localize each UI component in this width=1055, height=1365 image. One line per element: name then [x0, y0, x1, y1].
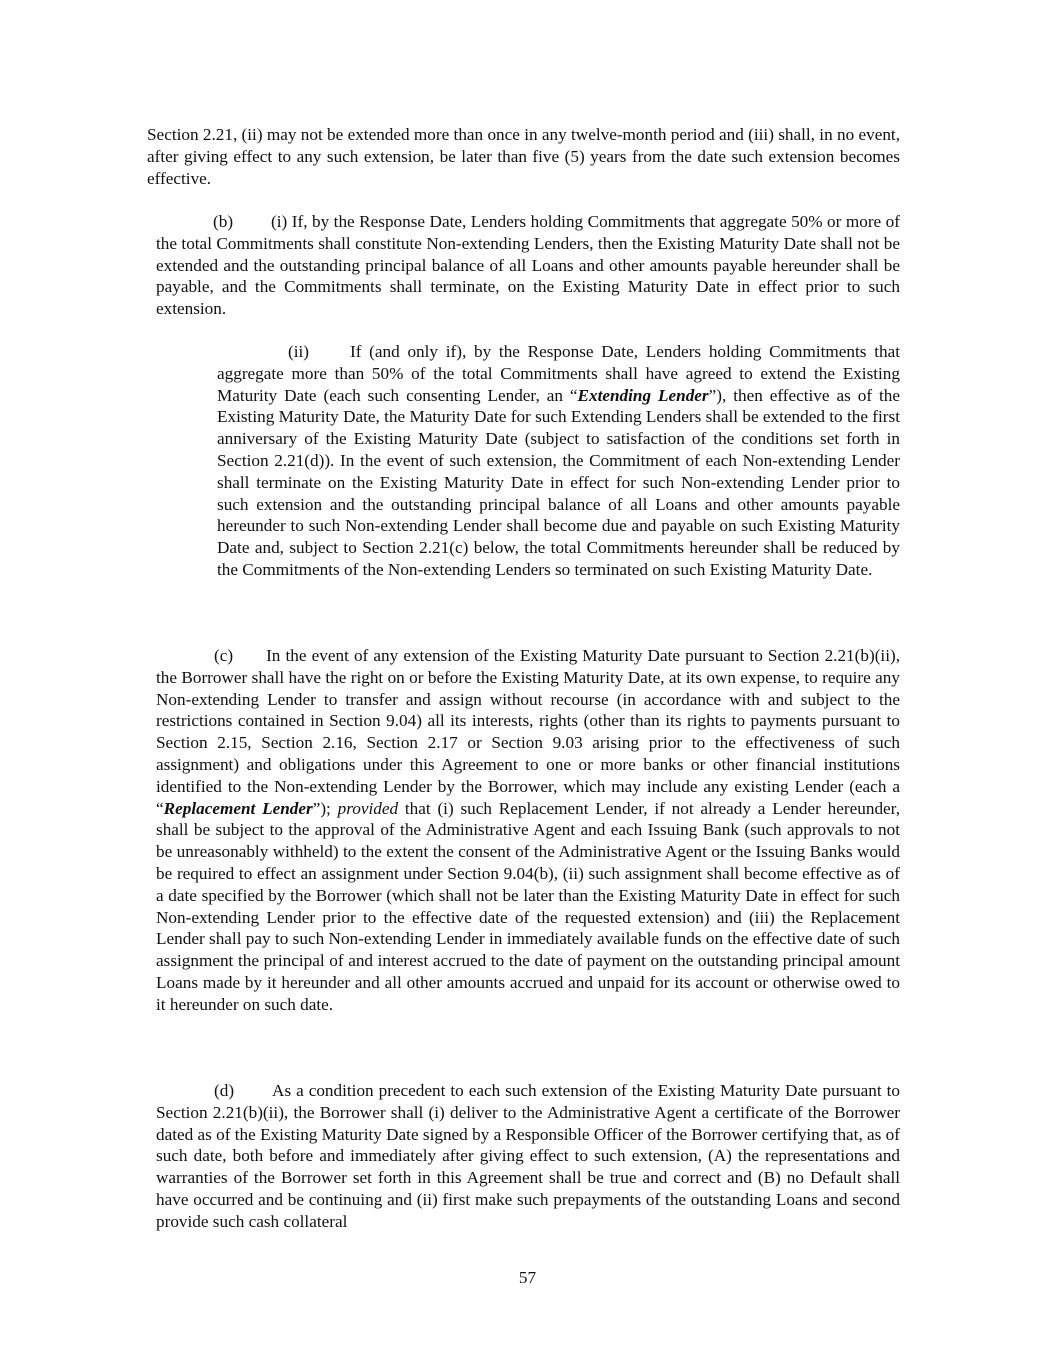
- section-d-text: As a condition precedent to each such extension of the Existing Maturity Date pursuant to Section 2.21(b)(ii), the Borrower shall (i) deliver to the Administrative Agent a certificate of the Borrower dated as of the Existing Maturity Date signed by a Responsible Officer of the Borrower certifying that, as of such date, both before and immediately after giving effect to such extension, (A) the representations and warranties of the Borrower set forth in this Agreement shall be true and correct and (B) no Default shall have occurred and be continuing and (ii) first make such prepayments of the outstanding Loans and second provide such cash collateral: [156, 1081, 900, 1231]
- section-b-ii-label: (ii): [288, 342, 309, 361]
- section-c-paragraph: [156, 645, 900, 1016]
- section-c-provided: provided: [337, 798, 399, 818]
- defined-term-replacement-lender: Replacement Lender: [163, 798, 313, 818]
- section-b-ii-text-after: ”), then effective as of the Existing Maturity Date, the Maturity Date for such Extending Lenders shall be extended to the first anniversary of the Existing Maturity Date (subject to satisfaction of the conditions set forth in Section 2.21(d)). In the event of such extension, the Commitment of each Non-extending Lender shall terminate on the Existing Maturity Date in effect for such Non-extending Lender prior to such extension and the outstanding principal balance of all Loans and other amounts payable hereunder to such Non-extending Lender shall become due and payable on such Existing Maturity Date and, subject to Section 2.21(c) below, the total Commitments hereunder shall be reduced by the Commitments of the Non-extending Lenders so terminated on such Existing Maturity Date.: [217, 385, 901, 579]
- section-c-text-between: ”);: [312, 798, 338, 818]
- continuation-paragraph: [147, 124, 900, 189]
- section-c-text-after: that (i) such Replacement Lender, if not already a Lender hereunder, shall be subject to the approval of the Administrative Agent and each Issuing Bank (such approvals to not be unreasonably withheld) to the extent the consent of the Administrative Agent or the Issuing Banks would be required to effect an assignment under Section 9.04(b), (ii) such assignment shall become effective as of a date specified by the Borrower (which shall not be later than the Existing Maturity Date in effect for such Non-extending Lender prior to the effective date of the requested extension) and (iii) the Replacement Lender shall pay to such Non-extending Lender in immediately available funds on the effective date of such assignment the principal of and interest accrued to the date of payment on the outstanding principal amount Loans made by it hereunder and all other amounts accrued and unpaid for its account or otherwise owed to it hereunder on such date.: [156, 798, 900, 1014]
- section-c-label: (c): [214, 646, 234, 665]
- section-b-ii-text-before: If (and only if), by the Response Date, Lenders holding Commitments that aggregate more than 50% of the total Commitments shall have agreed to extend the Existing Maturity Date (each such consenting Lender, an “: [217, 342, 900, 405]
- section-b-text: (i) If, by the Response Date, Lenders holding Commitments that aggregate 50% or more of the total Commitments shall constitute Non-extending Lenders, then the Existing Maturity Date shall not be extended and the outstanding principal balance of all Loans and other amounts payable hereunder shall be payable, and the Commitments shall terminate, on the Existing Maturity Date in effect prior to such extension.: [156, 212, 900, 319]
- defined-term-extending-lender: Extending Lender: [577, 385, 709, 405]
- section-d-label: (d): [214, 1081, 235, 1100]
- page-number: 57: [518, 1268, 537, 1287]
- section-c-text-before: In the event of any extension of the Existing Maturity Date pursuant to Section 2.21(b)(ii), the Borrower shall have the right on or before the Existing Maturity Date, at its own expense, to require any Non-extending Lender to transfer and assign without recourse (in accordance with and subject to the restrictions contained in Section 9.04) all its interests, rights (other than its rights to payments pursuant to Section 2.15, Section 2.16, Section 2.17 or Section 9.03 arising prior to the effectiveness of such assignment) and obligations under this Agreement to one or more banks or other financial institutions identified to the Non-extending Lender by the Borrower, which may include any existing Lender (each a “: [156, 646, 900, 818]
- section-d-paragraph: [156, 1080, 900, 1233]
- section-b-label: (b): [213, 212, 234, 231]
- section-b-paragraph: [156, 211, 900, 320]
- section-b-ii-paragraph: [217, 341, 900, 581]
- continuation-text: Section 2.21, (ii) may not be extended more than once in any twelve-month period and (iii) shall, in no event, after giving effect to any such extension, be later than five (5) years from the date such extension becomes effective.: [147, 125, 900, 188]
